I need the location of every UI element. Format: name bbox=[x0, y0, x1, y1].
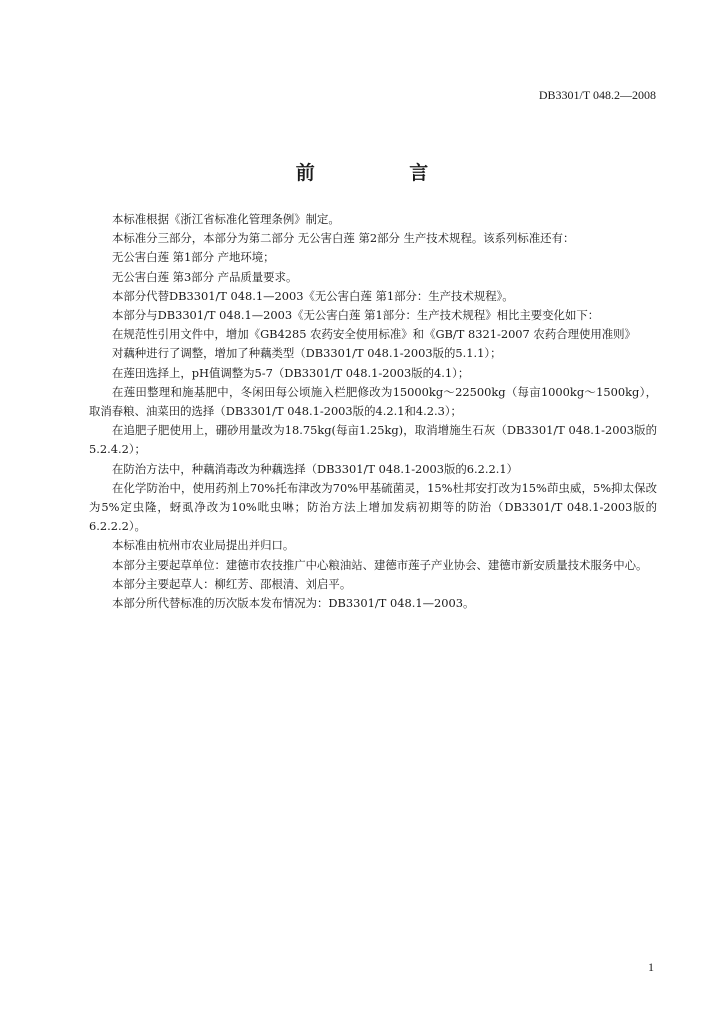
foreword-body bbox=[89, 210, 657, 613]
paragraph-changes-intro: 本部分与DB3301/T 048.1—2003《无公害白莲 第1部分：生产技术规程》相比主要变化如下： bbox=[112, 308, 600, 323]
document-code: DB3301/T 048.2—2008 bbox=[538, 88, 656, 102]
paragraph-change-chemical: 在化学防治中，使用药剂上70%托布津改为70%甲基硫菌灵，15%杜邦安打改为15%茚虫威，5%抑太保改为5%定虫隆，蚜虱净改为10%吡虫啉；防治方法上增加发病初期等的防治（DB3301/T 048.1-2003版的6.2.2.2）。 bbox=[89, 480, 657, 534]
paragraph-replaces: 本部分代替DB3301/T 048.1—2003《无公害白莲 第1部分：生产技术规程》。 bbox=[112, 288, 514, 303]
paragraph-part3: 无公害白莲 第3部分 产品质量要求。 bbox=[112, 269, 298, 284]
paragraph-change-topdressing: 在追肥子肥使用上，硼砂用量改为18.75kg(每亩1.25kg)，取消增施生石灰（DB3301/T 048.1-2003版的5.2.4.2）； bbox=[89, 423, 657, 457]
paragraph-structure: 本标准分三部分，本部分为第二部分 无公害白莲 第2部分 生产技术规程。该系列标准还有： bbox=[112, 231, 575, 246]
paragraph-proposer: 本标准由杭州市农业局提出并归口。 bbox=[112, 538, 295, 553]
paragraph-drafters: 本部分主要起草人：柳红芳、邵根清、刘启平。 bbox=[112, 576, 352, 591]
paragraph-part1: 无公害白莲 第1部分 产地环境； bbox=[112, 250, 275, 265]
paragraph-change-references: 在规范性引用文件中，增加《GB4285 农药安全使用标准》和《GB/T 8321-2007 农药合理使用准则》 bbox=[112, 327, 636, 342]
section-title: 前 言 bbox=[295, 162, 473, 184]
paragraph-change-ph: 在莲田选择上，pH值调整为5-7（DB3301/T 048.1-2003版的4.1）； bbox=[112, 365, 470, 380]
paragraph-basis: 本标准根据《浙江省标准化管理条例》制定。 bbox=[112, 212, 340, 226]
paragraph-change-prevention: 在防治方法中，种藕消毒改为种藕选择（DB3301/T 048.1-2003版的6.2.2.1） bbox=[112, 461, 519, 476]
paragraph-change-seed: 对藕种进行了调整，增加了种藕类型（DB3301/T 048.1-2003版的5.1.1）； bbox=[112, 346, 502, 361]
paragraph-drafting-units: 本部分主要起草单位：建德市农技推广中心粮油站、建德市莲子产业协会、建德市新安质量技术服务中心。 bbox=[112, 557, 648, 572]
page-number: 1 bbox=[648, 960, 654, 974]
paragraph-change-fertilizer: 在莲田整理和施基肥中，冬闲田每公顷施入栏肥修改为15000kg～22500kg（每亩1000kg～1500kg），取消春粮、油菜田的选择（DB3301/T 048.1-2003版的4.2.1和4.2.3）； bbox=[89, 384, 657, 419]
paragraph-history: 本部分所代替标准的历次版本发布情况为：DB3301/T 048.1—2003。 bbox=[112, 596, 475, 611]
